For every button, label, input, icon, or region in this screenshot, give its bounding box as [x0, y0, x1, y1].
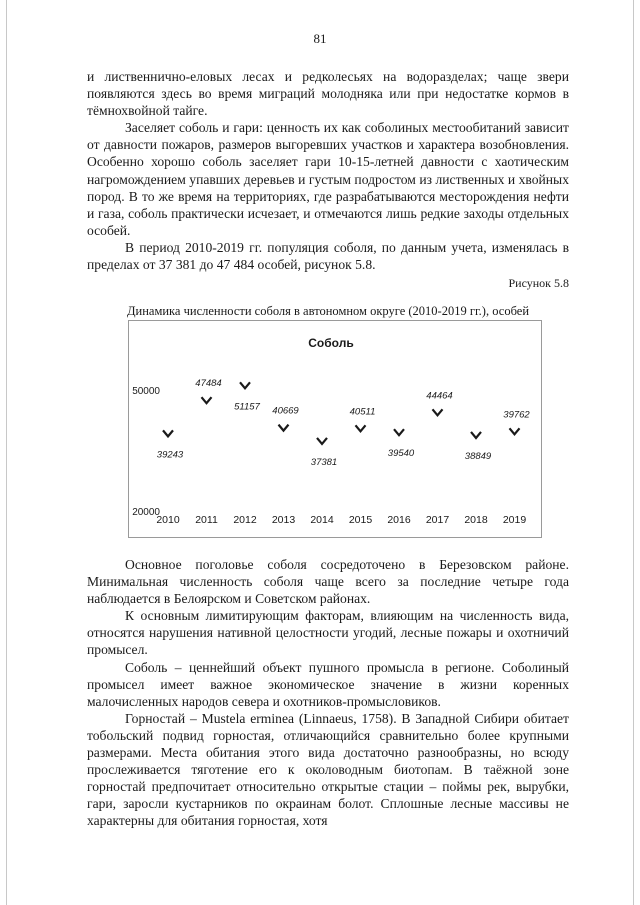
data-label: 39540 — [387, 448, 415, 460]
text-block-bottom — [87, 556, 569, 830]
data-point-marker — [433, 409, 443, 415]
x-tick-label: 2015 — [348, 514, 373, 526]
data-label: 51157 — [234, 401, 260, 413]
text-block-top — [87, 68, 569, 273]
data-point-marker — [279, 425, 289, 431]
y-tick-label: 20000 — [132, 507, 160, 518]
chart — [128, 320, 542, 538]
data-label: 39762 — [503, 409, 530, 421]
x-tick-label: 2012 — [233, 514, 257, 526]
left-scan-edge — [6, 0, 7, 905]
x-tick-label: 2011 — [195, 514, 218, 526]
chart-frame — [129, 321, 542, 538]
paragraph: Заселяет соболь и гари: ценность их как соболиных местообитаний зависит от давности пожаров, размеров выгоревших участков и характера возобновления. Особенно хорошо соболь заселяет гари 10-15-летней давности с хаотическим нагромождением упавших деревьев и густым подростом из лиственных и хвойных пород. В то же время на территориях, где разрабатываются месторождения нефти и газа, соболь практически исчезает, и отмечаются лишь редкие заходы отдельных особей. — [87, 120, 569, 238]
x-tick-label: 2017 — [425, 514, 450, 526]
x-tick-label: 2016 — [387, 514, 411, 526]
x-tick-label: 2018 — [464, 514, 488, 526]
x-tick-label: 2014 — [310, 514, 334, 526]
x-tick-label: 2013 — [271, 514, 296, 526]
paragraph: и лиственнично-еловых лесах и редколесьях на водоразделах; чаще звери появляются здесь во время миграций молодняка или при недостатке кормов в тёмнохвойной тайге. — [87, 69, 569, 119]
data-point-marker — [356, 425, 366, 431]
data-label: 37381 — [310, 456, 338, 468]
paragraph: Горностай – Mustela erminea (Linnaeus, 1758). В Западной Сибири обитает тобольский подвид горностая, отличающийся сравнительно более крупными размерами. Места обитания этого вида достаточно разнообразны, но всюду прослеживается тяготение его к околоводным биотопам. В таёжной зоне горностай предпочитает относительно открытые стации – поймы рек, вырубки, гари, заросли кустарников по окраинам болот. Сплошные лесные массивы не характерны для обитания горностая, хотя — [87, 710, 569, 829]
paragraph: К основным лимитирующим факторам, влияющим на численность вида, относятся нарушения нативной целостности угодий, лесные пожары и охотничий промысел. — [87, 608, 569, 658]
data-label: 40511 — [349, 406, 376, 418]
paragraph: Соболь – ценнейший объект пушного промысла в регионе. Соболиный промысел имеет важное экономическое значение в жизни коренных малочисленных народов севера и охотников-промысловиков. — [87, 659, 569, 709]
right-scan-edge — [633, 0, 634, 905]
data-point-marker — [163, 430, 173, 436]
data-label: 40669 — [272, 405, 299, 417]
data-label: 38849 — [464, 450, 492, 462]
data-point-marker — [471, 432, 481, 438]
data-label: 44464 — [426, 390, 453, 402]
data-point-marker — [240, 382, 250, 388]
paragraph: Основное поголовье соболя сосредоточено в Березовском районе. Минимальная численность соболя чаще всего за последние четыре года наблюдается в Белоярском и Советском районах. — [87, 557, 569, 607]
chart-svg — [128, 320, 542, 538]
page-number: 81 — [313, 31, 327, 46]
data-point-marker — [394, 429, 404, 435]
chart-title: Соболь — [308, 336, 354, 350]
data-label: 39243 — [156, 449, 184, 461]
y-tick-label: 50000 — [132, 386, 160, 397]
data-point-marker — [202, 397, 212, 403]
data-label: 47484 — [195, 378, 222, 390]
chart-caption: Динамика численности соболя в автономном округе (2010-2019 гг.), особей — [126, 304, 530, 318]
figure-label: Рисунок 5.8 — [508, 276, 569, 290]
x-tick-label: 2019 — [502, 514, 527, 526]
x-tick-label: 2010 — [156, 514, 180, 526]
paragraph: В период 2010-2019 гг. популяция соболя, по данным учета, изменялась в пределах от 37 381 до 47 484 особей, рисунок 5.8. — [87, 239, 569, 273]
data-point-marker — [510, 428, 520, 434]
data-point-marker — [317, 438, 327, 444]
